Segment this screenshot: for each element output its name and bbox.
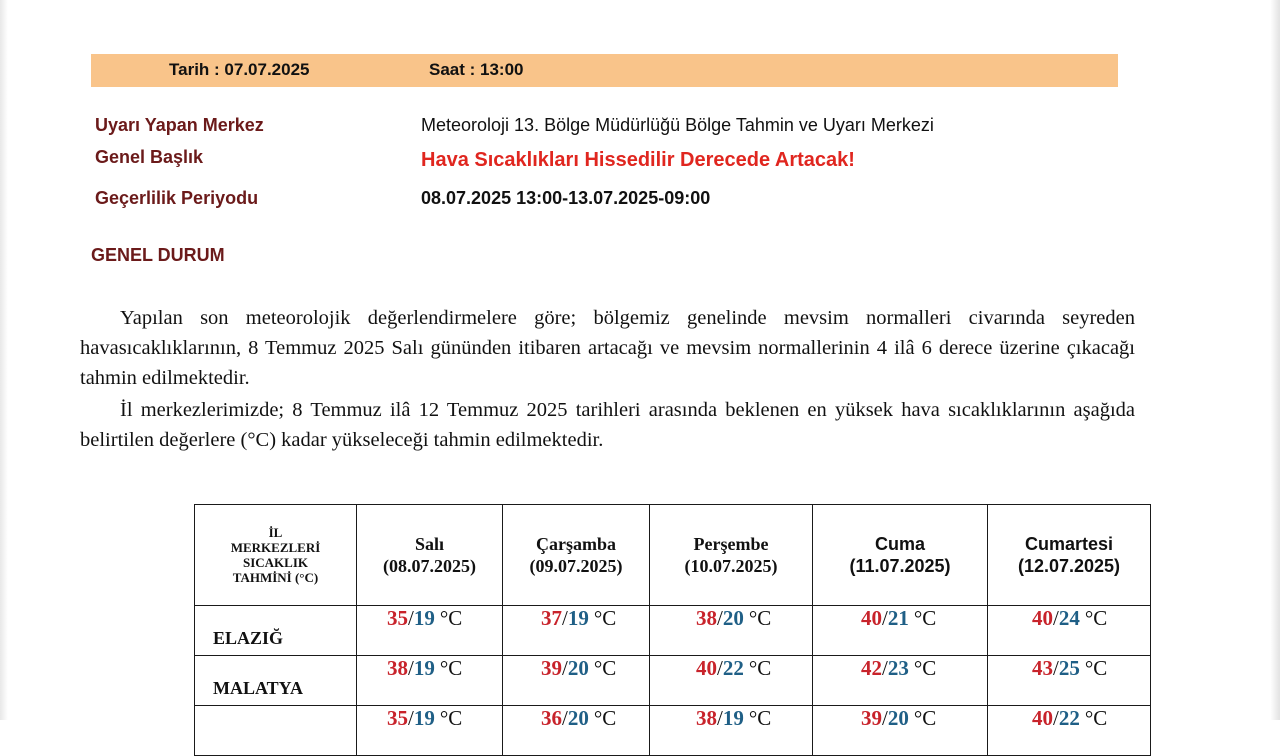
temperature-separator: / — [408, 656, 414, 680]
temperature-separator: / — [882, 706, 888, 730]
temperature-separator: / — [1053, 606, 1059, 630]
day-name: Cumartesi — [1024, 534, 1114, 554]
temperature-cell — [813, 656, 988, 706]
max-temperature: 37 — [541, 606, 562, 630]
date-time-bar — [91, 54, 1118, 87]
day-name: Perşembe — [693, 534, 769, 554]
temperature-unit: °C — [439, 606, 463, 630]
issue-date: Tarih : 07.07.2025 — [169, 60, 310, 79]
temperature-unit: °C — [1084, 606, 1108, 630]
min-temperature: 19 — [413, 606, 435, 630]
temperature-cell — [503, 706, 650, 756]
corner-line: SICAKLIK — [242, 555, 309, 570]
table-header-row — [195, 505, 1151, 606]
temperature-unit: °C — [913, 656, 937, 680]
temperature-value — [1032, 656, 1107, 680]
corner-line: İL — [268, 525, 283, 540]
temperature-separator: / — [882, 656, 888, 680]
day-header-tuesday — [357, 505, 503, 606]
temperature-value — [1032, 606, 1107, 630]
table-row — [195, 656, 1151, 706]
temperature-value — [541, 656, 616, 680]
temperature-value — [861, 606, 936, 630]
min-temperature: 19 — [567, 606, 589, 630]
temperature-cell — [988, 656, 1151, 706]
temperature-unit: °C — [748, 656, 772, 680]
temperature-value — [1032, 706, 1107, 730]
min-temperature: 22 — [722, 656, 744, 680]
table-row — [195, 606, 1151, 656]
max-temperature: 35 — [387, 606, 408, 630]
max-temperature: 40 — [696, 656, 717, 680]
temperature-unit: °C — [439, 706, 463, 730]
max-temperature: 38 — [696, 606, 717, 630]
temperature-forecast-table — [194, 504, 1151, 756]
temperature-separator: / — [408, 706, 414, 730]
min-temperature: 25 — [1058, 656, 1080, 680]
temperature-separator: / — [562, 606, 568, 630]
issue-time: Saat : 13:00 — [429, 60, 524, 79]
min-temperature: 23 — [887, 656, 909, 680]
day-name: Cuma — [874, 534, 925, 554]
temperature-cell — [357, 706, 503, 756]
temperature-cell — [503, 656, 650, 706]
temperature-value — [387, 656, 462, 680]
city-name: MALATYA — [195, 656, 357, 706]
temperature-separator: / — [1053, 656, 1059, 680]
temperature-value — [696, 656, 771, 680]
page-edge-left — [0, 0, 8, 720]
temperature-value — [696, 606, 771, 630]
temperature-separator: / — [1053, 706, 1059, 730]
temperature-separator: / — [562, 656, 568, 680]
min-temperature: 19 — [413, 706, 435, 730]
page-edge-right — [1270, 0, 1280, 720]
temperature-cell — [813, 706, 988, 756]
temperature-separator: / — [408, 606, 414, 630]
temperature-cell — [988, 706, 1151, 756]
temperature-cell — [650, 706, 813, 756]
temperature-unit: °C — [593, 656, 617, 680]
validity-period-label: Geçerlilik Periyodu — [95, 188, 259, 208]
city-name: ELAZIĞ — [195, 606, 357, 656]
temperature-unit: °C — [913, 606, 937, 630]
corner-header — [195, 505, 357, 606]
temperature-separator: / — [717, 706, 723, 730]
temperature-separator: / — [882, 606, 888, 630]
temperature-unit: °C — [593, 606, 617, 630]
day-header-wednesday — [503, 505, 650, 606]
corner-line: MERKEZLERİ — [230, 540, 321, 555]
max-temperature: 42 — [861, 656, 882, 680]
min-temperature: 22 — [1058, 706, 1080, 730]
day-date: (11.07.2025) — [849, 556, 951, 576]
paragraph-1: Yapılan son meteorolojik değerlendirmelere göre; bölgemiz genelinde mevsim normalleri civarında seyreden havasıcaklıklarının, 8 Temmuz 2025 Salı gününden itibaren artacağı ve mevsim normallerinin 4 ilâ 6 derece üzerine çıkacağı tahmin edilmektedir. — [80, 307, 1135, 389]
day-name: Çarşamba — [536, 534, 616, 554]
issuing-center-label: Uyarı Yapan Merkez — [95, 115, 264, 135]
min-temperature: 21 — [887, 606, 909, 630]
day-name: Salı — [414, 534, 444, 554]
general-title-value: Hava Sıcaklıkları Hissedilir Derecede Artacak! — [421, 149, 855, 171]
temperature-unit: °C — [913, 706, 937, 730]
temperature-value — [387, 706, 462, 730]
paragraph-2: İl merkezlerimizde; 8 Temmuz ilâ 12 Temmuz 2025 tarihleri arasında beklenen en yüksek hava sıcaklıklarının aşağıda belirtilen değerlere (°C) kadar yükseleceği tahmin edilmektedir. — [80, 399, 1135, 451]
max-temperature: 39 — [861, 706, 882, 730]
day-date: (08.07.2025) — [383, 556, 476, 576]
temperature-separator: / — [562, 706, 568, 730]
max-temperature: 38 — [387, 656, 408, 680]
day-date: (12.07.2025) — [1017, 556, 1121, 576]
max-temperature: 38 — [696, 706, 717, 730]
min-temperature: 19 — [722, 706, 744, 730]
table-row — [195, 706, 1151, 756]
temperature-cell — [357, 656, 503, 706]
max-temperature: 40 — [1032, 606, 1053, 630]
min-temperature: 20 — [567, 706, 589, 730]
max-temperature: 36 — [541, 706, 562, 730]
min-temperature: 24 — [1058, 606, 1080, 630]
temperature-value — [861, 656, 936, 680]
max-temperature: 40 — [861, 606, 882, 630]
temperature-unit: °C — [439, 656, 463, 680]
temperature-unit: °C — [593, 706, 617, 730]
temperature-value — [541, 606, 616, 630]
corner-line: TAHMİNİ (°C) — [232, 570, 319, 585]
temperature-unit: °C — [748, 606, 772, 630]
temperature-value — [861, 706, 936, 730]
day-date: (09.07.2025) — [529, 556, 623, 576]
temperature-value — [541, 706, 616, 730]
temperature-separator: / — [717, 606, 723, 630]
temperature-cell — [650, 656, 813, 706]
day-header-thursday — [650, 505, 813, 606]
max-temperature: 35 — [387, 706, 408, 730]
min-temperature: 20 — [722, 606, 744, 630]
max-temperature: 39 — [541, 656, 562, 680]
max-temperature: 43 — [1032, 656, 1053, 680]
temperature-separator: / — [717, 656, 723, 680]
city-name — [195, 706, 357, 756]
temperature-cell — [357, 606, 503, 656]
validity-period-value: 08.07.2025 13:00-13.07.2025-09:00 — [421, 188, 711, 208]
temperature-unit: °C — [1084, 656, 1108, 680]
section-heading: GENEL DURUM — [91, 245, 225, 265]
day-header-friday — [813, 505, 988, 606]
day-date: (10.07.2025) — [684, 556, 778, 576]
temperature-cell — [988, 606, 1151, 656]
table-body — [195, 606, 1151, 756]
temperature-cell — [503, 606, 650, 656]
day-header-saturday — [988, 505, 1151, 606]
temperature-value — [387, 606, 462, 630]
max-temperature: 40 — [1032, 706, 1053, 730]
min-temperature: 20 — [887, 706, 909, 730]
temperature-unit: °C — [748, 706, 772, 730]
min-temperature: 19 — [413, 656, 435, 680]
general-title-label: Genel Başlık — [95, 147, 204, 167]
temperature-cell — [650, 606, 813, 656]
temperature-value — [696, 706, 771, 730]
temperature-unit: °C — [1084, 706, 1108, 730]
temperature-cell — [813, 606, 988, 656]
min-temperature: 20 — [567, 656, 589, 680]
issuing-center-value: Meteoroloji 13. Bölge Müdürlüğü Bölge Tahmin ve Uyarı Merkezi — [421, 115, 934, 135]
